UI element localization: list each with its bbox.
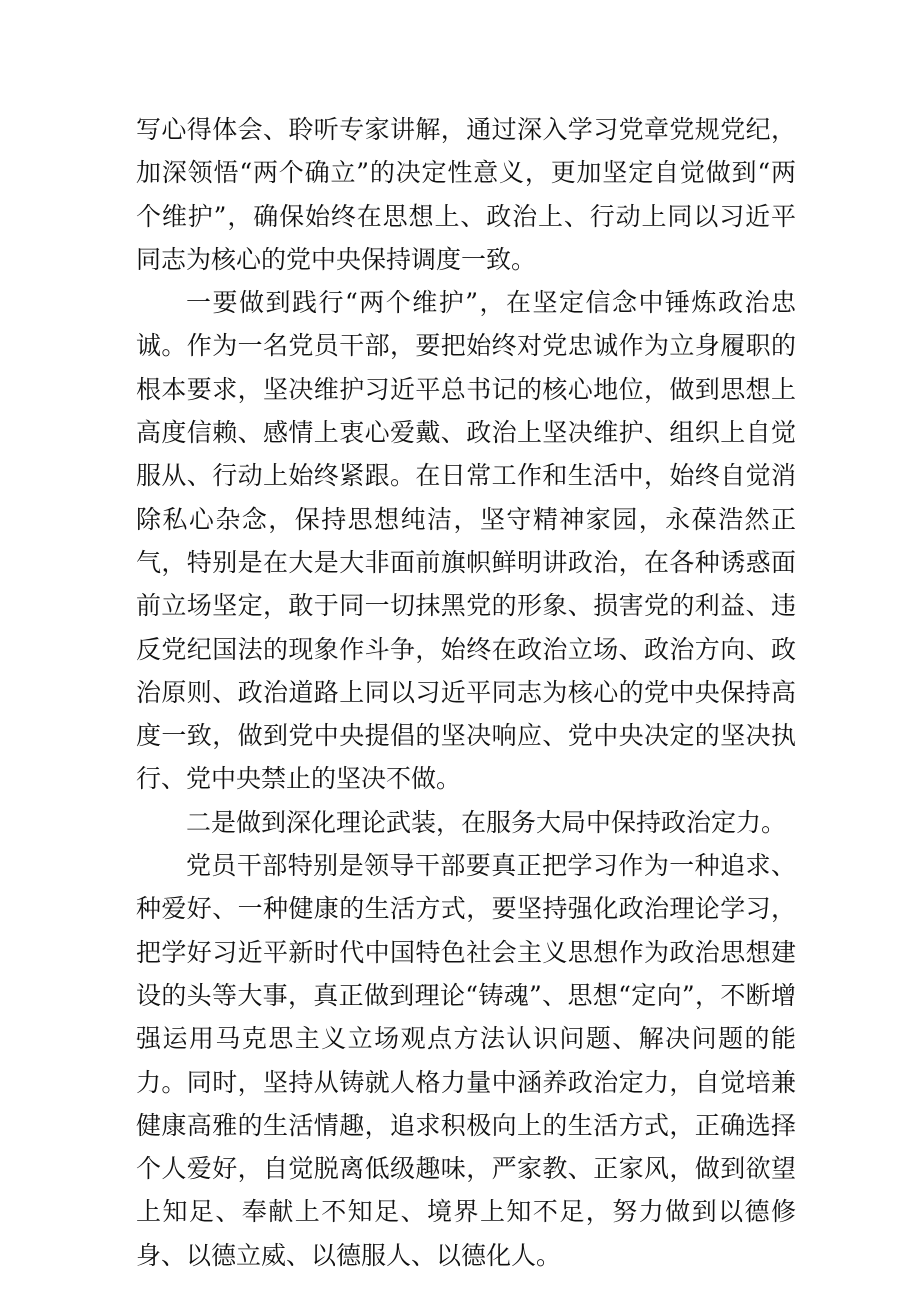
paragraph-political-loyalty: 一要做到践行“两个维护”，在坚定信念中锤炼政治忠诚。作为一名党员干部，要把始终对党忠诚作为立身履职的根本要求，坚决维护习近平总书记的核心地位，做到思想上高度信赖、感情上衷心爱戴、政治上坚决维护、组织上自觉服从、行动上始终紧跟。在日常工作和生活中，始终自觉消除私心杂念，保持思想纯洁，坚守精神家园，永葆浩然正气，特别是在大是大非面前旗帜鲜明讲政治，在各种诱惑面前立场坚定，敢于同一切抹黑党的形象、损害党的利益、违反党纪国法的现象作斗争，始终在政治立场、政治方向、政治原则、政治道路上同以习近平同志为核心的党中央保持高度一致，做到党中央提倡的坚决响应、党中央决定的坚决执行、党中央禁止的坚决不做。 xyxy=(136,288,796,794)
paragraph-theory-study: 党员干部特别是领导干部要真正把学习作为一种追求、种爱好、一种健康的生活方式，要坚持强化政治理论学习，把学好习近平新时代中国特色社会主义思想作为政治思想建设的头等大事，真正做到理论“铸魂”、思想“定向”，不断增强运用马克思主义立场观点方法认识问题、解决问题的能力。同时，坚持从铸就人格力量中涵养政治定力，自觉培兼健康高雅的生活情趣，追求积极向上的生活方式，正确选择个人爱好，自觉脱离低级趣味，严家教、正家风，做到欲望上知足、奉献上不知足、境界上知不足，努力做到以德修身、以德立威、以德服人、以德化人。 xyxy=(136,851,796,1270)
paragraph-continuation: 写心得体会、聆听专家讲解，通过深入学习党章党规党纪，加深领悟“两个确立”的决定性意义，更加坚定自觉做到“两个维护”，确保始终在思想上、政治上、行动上同以习近平同志为核心的党中央保持调度一致。 xyxy=(136,115,796,274)
document-body xyxy=(136,108,796,1277)
paragraph-theory-heading: 二是做到深化理论武装，在服务大局中保持政治定力。 xyxy=(186,807,787,837)
